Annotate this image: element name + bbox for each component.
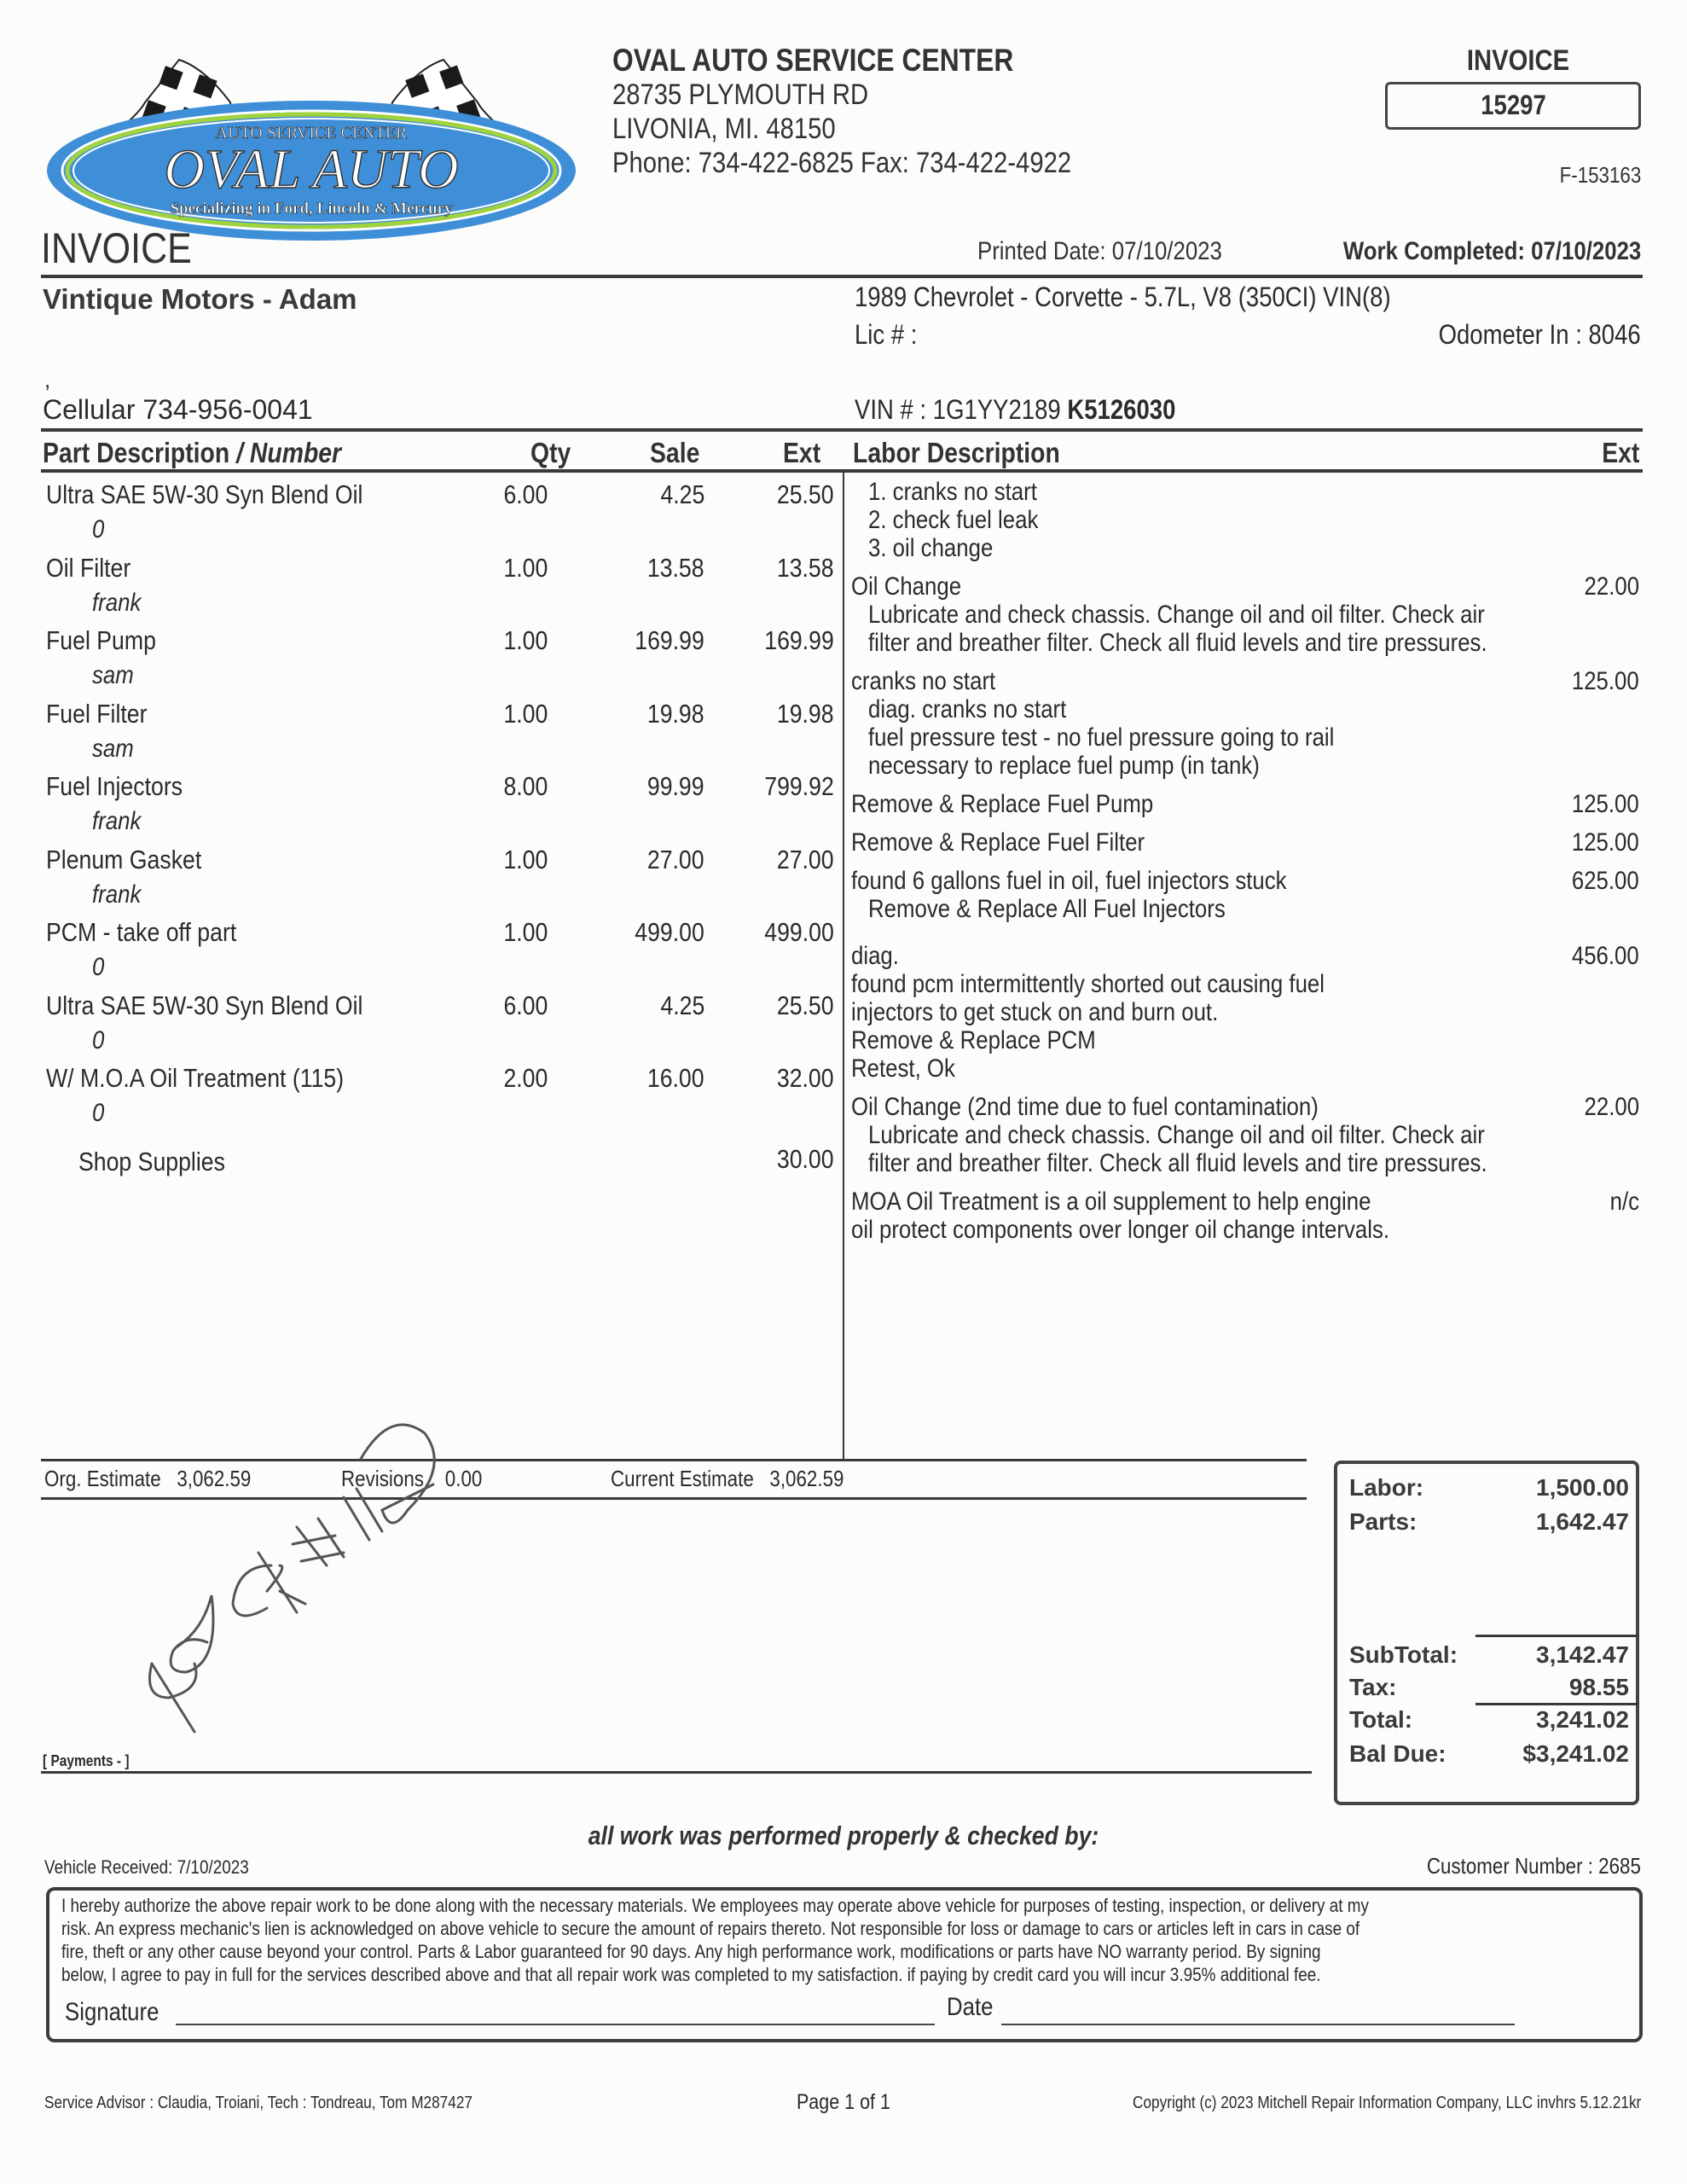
date-field[interactable] bbox=[1001, 2024, 1515, 2025]
form-number: F-153163 bbox=[1559, 162, 1641, 188]
part-technician: 0 bbox=[92, 515, 105, 543]
column-labor-description: Labor Description bbox=[853, 437, 1060, 468]
license-number: Lic # : bbox=[855, 319, 918, 350]
oval-auto-logo bbox=[34, 43, 588, 247]
labor-amount: n/c bbox=[1609, 1188, 1639, 1216]
customer-address: , bbox=[44, 367, 51, 392]
labor-amount: 125.00 bbox=[1572, 790, 1639, 818]
column-qty: Qty bbox=[530, 437, 571, 468]
labor-detail: injectors to get stuck on and burn out. bbox=[851, 998, 1219, 1026]
customer-name: Vintique Motors - Adam bbox=[43, 283, 357, 315]
customer-concern: 3. oil change bbox=[868, 534, 994, 562]
part-ext: 799.92 bbox=[764, 771, 834, 801]
part-technician: 0 bbox=[92, 1025, 105, 1054]
column-part-description: Part Description / Number bbox=[43, 437, 342, 468]
part-description: Oil Filter bbox=[46, 552, 131, 583]
header-divider bbox=[41, 275, 1643, 278]
parts-total-label: Parts: bbox=[1349, 1508, 1417, 1535]
part-sale: 99.99 bbox=[647, 771, 704, 801]
signature-field[interactable] bbox=[176, 2024, 935, 2025]
work-completed-date: Work Completed: 07/10/2023 bbox=[1342, 237, 1641, 265]
part-sale: 169.99 bbox=[635, 625, 704, 655]
subtotal-divider bbox=[1475, 1635, 1639, 1637]
total: 3,241.02 bbox=[1536, 1706, 1629, 1733]
shop-supplies-ext: 30.00 bbox=[777, 1144, 834, 1174]
svg-text:AUTO SERVICE CENTER: AUTO SERVICE CENTER bbox=[215, 124, 408, 142]
part-ext: 169.99 bbox=[764, 625, 834, 655]
labor-title: Oil Change (2nd time due to fuel contamination) bbox=[851, 1093, 1319, 1121]
page-title: INVOICE bbox=[41, 224, 192, 272]
part-technician: sam bbox=[92, 734, 134, 763]
date-label: Date bbox=[947, 1993, 994, 2021]
vin-serial: K5126030 bbox=[1067, 394, 1176, 425]
part-description: Ultra SAE 5W-30 Syn Blend Oil bbox=[46, 990, 363, 1020]
current-estimate: Current Estimate 3,062.59 bbox=[611, 1466, 844, 1491]
labor-detail: Retest, Ok bbox=[851, 1054, 955, 1083]
part-technician: frank bbox=[92, 880, 142, 909]
copyright: Copyright (c) 2023 Mitchell Repair Information Company, LLC invhrs 5.12.21kr bbox=[1132, 2094, 1641, 2112]
customer-concern: 1. cranks no start bbox=[868, 478, 1037, 506]
part-ext: 13.58 bbox=[777, 552, 834, 583]
labor-title: cranks no start bbox=[851, 667, 996, 695]
balance-due-label: Bal Due: bbox=[1349, 1740, 1446, 1767]
part-technician: 0 bbox=[92, 953, 105, 981]
labor-title: MOA Oil Treatment is a oil supplement to help engine bbox=[851, 1188, 1371, 1216]
svg-text:Specializing in Ford, Lincoln: Specializing in Ford, Lincoln & Mercury bbox=[170, 200, 453, 218]
labor-total: 1,500.00 bbox=[1536, 1474, 1629, 1501]
part-sale: 499.00 bbox=[635, 917, 704, 947]
tax-label: Tax: bbox=[1349, 1674, 1397, 1700]
column-sale: Sale bbox=[650, 437, 700, 468]
parts-total: 1,642.47 bbox=[1536, 1508, 1629, 1535]
signature-label: Signature bbox=[65, 1998, 159, 2026]
payments-divider bbox=[41, 1771, 1312, 1774]
shop-address-line1: 28735 PLYMOUTH RD bbox=[612, 78, 869, 111]
handwritten-payment-note bbox=[126, 1416, 467, 1740]
labor-detail: diag. cranks no start bbox=[868, 695, 1067, 723]
labor-amount: 625.00 bbox=[1572, 867, 1639, 895]
vin-number: VIN # : 1G1YY2189 K5126030 bbox=[855, 394, 1176, 425]
shop-phone-fax: Phone: 734-422-6825 Fax: 734-422-4922 bbox=[612, 147, 1072, 179]
invoice-label: INVOICE bbox=[1466, 44, 1570, 77]
part-technician: sam bbox=[92, 661, 134, 689]
part-sale: 19.98 bbox=[647, 698, 704, 729]
labor-detail: fuel pressure test - no fuel pressure going to rail bbox=[868, 723, 1335, 752]
part-sale: 16.00 bbox=[647, 1063, 704, 1093]
part-sale: 4.25 bbox=[660, 990, 704, 1020]
part-qty: 6.00 bbox=[503, 990, 548, 1020]
labor-detail: Remove & Replace All Fuel Injectors bbox=[868, 895, 1226, 923]
part-qty: 1.00 bbox=[503, 552, 548, 583]
subtotal: 3,142.47 bbox=[1536, 1641, 1629, 1668]
part-ext: 32.00 bbox=[777, 1063, 834, 1093]
page-number: Page 1 of 1 bbox=[796, 2090, 890, 2114]
labor-amount: 22.00 bbox=[1584, 572, 1639, 601]
part-sale: 13.58 bbox=[647, 552, 704, 583]
labor-detail: filter and breather filter. Check all fluid levels and tire pressures. bbox=[868, 629, 1487, 657]
labor-title: diag. bbox=[851, 942, 899, 970]
authorization-box bbox=[46, 1887, 1643, 2042]
svg-text:OVAL AUTO: OVAL AUTO bbox=[164, 138, 459, 200]
labor-title: Oil Change bbox=[851, 572, 962, 601]
shop-supplies-label: Shop Supplies bbox=[78, 1147, 225, 1176]
checked-by-statement: all work was performed properly & checked by: bbox=[588, 1821, 1099, 1850]
column-ext: Ext bbox=[783, 437, 821, 468]
labor-detail: filter and breather filter. Check all fluid levels and tire pressures. bbox=[868, 1149, 1487, 1177]
part-qty: 6.00 bbox=[503, 479, 548, 509]
part-description: Fuel Pump bbox=[46, 625, 156, 655]
labor-detail: found pcm intermittently shorted out causing fuel bbox=[851, 970, 1325, 998]
part-technician: frank bbox=[92, 807, 142, 835]
part-ext: 27.00 bbox=[777, 844, 834, 874]
part-qty: 2.00 bbox=[503, 1063, 548, 1093]
payments-label: [ Payments - ] bbox=[43, 1752, 130, 1769]
labor-detail: Lubricate and check chassis. Change oil and oil filter. Check air bbox=[868, 601, 1485, 629]
part-description: PCM - take off part bbox=[46, 917, 237, 947]
customer-number: Customer Number : 2685 bbox=[1426, 1853, 1641, 1879]
part-sale: 27.00 bbox=[647, 844, 704, 874]
parts-labor-divider bbox=[843, 473, 844, 1459]
part-ext: 25.50 bbox=[777, 990, 834, 1020]
part-ext: 499.00 bbox=[764, 917, 834, 947]
shop-address-line2: LIVONIA, MI. 48150 bbox=[612, 113, 836, 145]
tax: 98.55 bbox=[1568, 1674, 1629, 1700]
invoice-number: 15297 bbox=[1480, 90, 1546, 120]
labor-amount: 22.00 bbox=[1584, 1093, 1639, 1121]
original-estimate: Org. Estimate 3,062.59 bbox=[44, 1466, 252, 1491]
part-technician: 0 bbox=[92, 1099, 105, 1127]
vehicle-received-date: Vehicle Received: 7/10/2023 bbox=[44, 1856, 249, 1878]
part-ext: 25.50 bbox=[777, 479, 834, 509]
subtotal-label: SubTotal: bbox=[1349, 1641, 1458, 1668]
labor-detail: Remove & Replace PCM bbox=[851, 1026, 1096, 1054]
customer-cellular: Cellular 734-956-0041 bbox=[43, 394, 313, 425]
part-qty: 1.00 bbox=[503, 625, 548, 655]
labor-title: found 6 gallons fuel in oil, fuel injectors stuck bbox=[851, 867, 1287, 895]
labor-amount: 456.00 bbox=[1572, 942, 1639, 970]
columns-bottom-divider bbox=[41, 469, 1643, 473]
labor-title: Remove & Replace Fuel Filter bbox=[851, 828, 1145, 857]
column-labor-ext: Ext bbox=[1601, 437, 1639, 468]
part-description: Plenum Gasket bbox=[46, 844, 202, 874]
invoice-number-box bbox=[1385, 82, 1641, 130]
part-technician: frank bbox=[92, 588, 142, 617]
printed-date: Printed Date: 07/10/2023 bbox=[977, 237, 1222, 265]
labor-detail: necessary to replace fuel pump (in tank) bbox=[868, 752, 1260, 780]
part-description: W/ M.O.A Oil Treatment (115) bbox=[46, 1063, 345, 1093]
labor-detail: Lubricate and check chassis. Change oil and oil filter. Check air bbox=[868, 1121, 1485, 1149]
labor-title: Remove & Replace Fuel Pump bbox=[851, 790, 1154, 818]
service-advisor-tech: Service Advisor : Claudia, Troiani, Tech : Tondreau, Tom M287427 bbox=[44, 2094, 472, 2112]
totals-box bbox=[1334, 1461, 1639, 1805]
labor-total-label: Labor: bbox=[1349, 1474, 1424, 1501]
balance-due: $3,241.02 bbox=[1522, 1740, 1629, 1767]
labor-amount: 125.00 bbox=[1572, 828, 1639, 857]
odometer-in: Odometer In : 8046 bbox=[1438, 319, 1641, 350]
revisions: Revisions 0.00 bbox=[341, 1466, 483, 1491]
vehicle-description: 1989 Chevrolet - Corvette - 5.7L, V8 (350CI) VIN(8) bbox=[855, 282, 1391, 312]
columns-top-divider bbox=[41, 428, 1643, 432]
part-description: Fuel Injectors bbox=[46, 771, 183, 801]
part-qty: 8.00 bbox=[503, 771, 548, 801]
part-sale: 4.25 bbox=[660, 479, 704, 509]
authorization-text: I hereby authorize the above repair work to be done along with the necessary materials. We employees may operate above vehicle for purposes of testing, inspection, or delivery at my risk. An express mechanic's lien is acknowledged on above vehicle to secure the amount of repairs thereto. Not responsible for loss or damage to cars or articles left in cars in case of fire, theft or any other cause beyond your control. Parts & Labor guaranteed for 90 days. Any high performance work, modifications or parts have NO warranty period. By signing below, I agree to pay in full for the services described above and that all repair work was completed to my satisfaction. if paying by credit card you will incur 3.95% additional fee. bbox=[61, 1895, 1370, 1985]
total-divider bbox=[1475, 1703, 1639, 1705]
part-qty: 1.00 bbox=[503, 698, 548, 729]
total-label: Total: bbox=[1349, 1706, 1413, 1733]
labor-detail: oil protect components over longer oil change intervals. bbox=[851, 1216, 1390, 1244]
part-qty: 1.00 bbox=[503, 917, 548, 947]
labor-amount: 125.00 bbox=[1572, 667, 1639, 695]
part-description: Ultra SAE 5W-30 Syn Blend Oil bbox=[46, 479, 363, 509]
customer-concern: 2. check fuel leak bbox=[868, 506, 1039, 534]
part-qty: 1.00 bbox=[503, 844, 548, 874]
part-ext: 19.98 bbox=[777, 698, 834, 729]
part-description: Fuel Filter bbox=[46, 698, 148, 729]
shop-name: OVAL AUTO SERVICE CENTER bbox=[612, 43, 1014, 78]
